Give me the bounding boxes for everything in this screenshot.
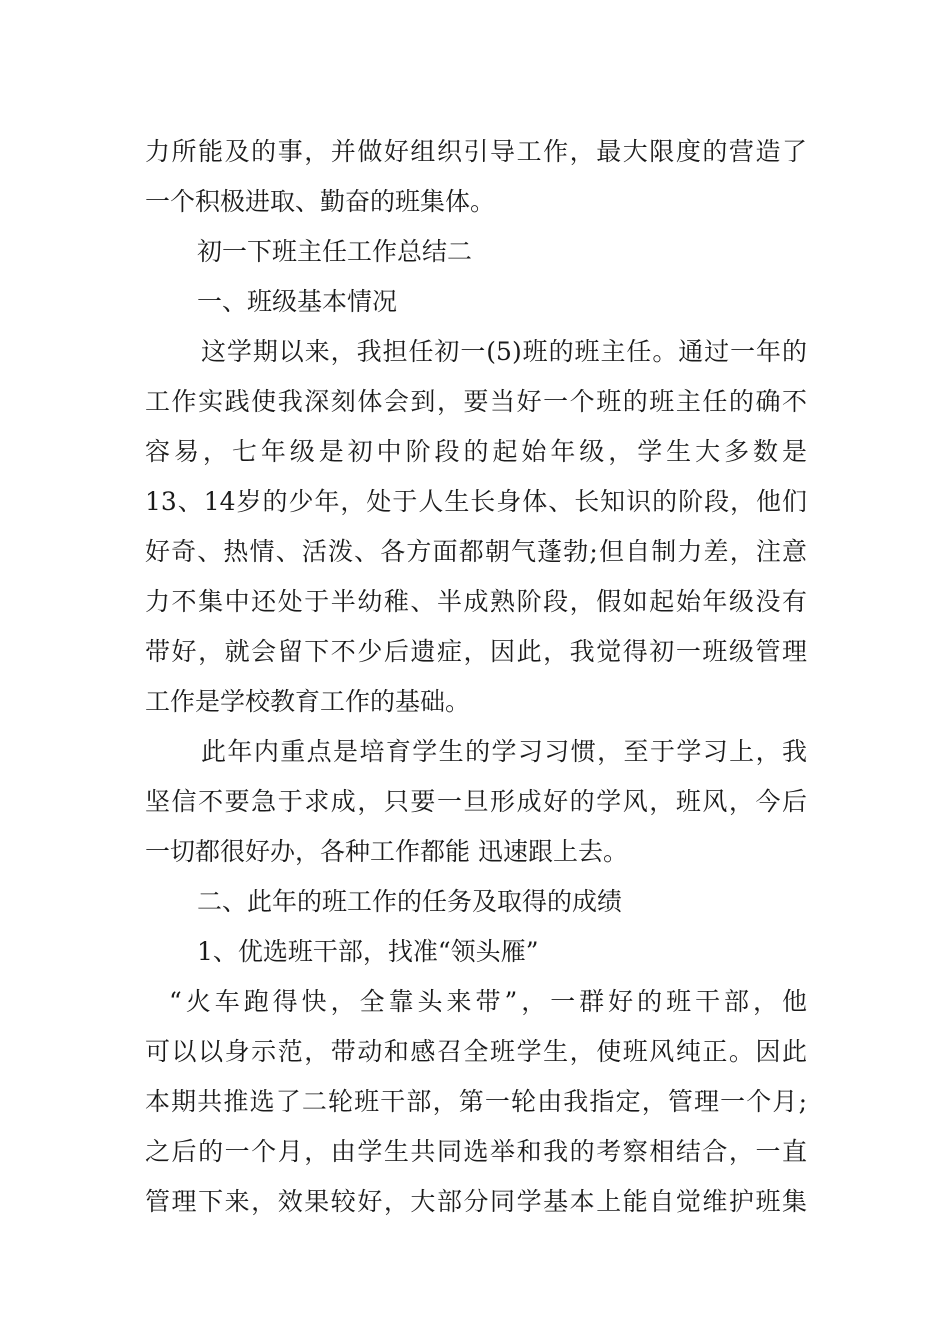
- section-title: 初一下班主任工作总结二: [197, 237, 473, 266]
- text-line: 好奇、热情、活泼、各方面都朝气蓬勃;但自制力差，注意: [145, 537, 807, 566]
- text-line: 工作实践使我深刻体会到，要当好一个班的班主任的确不: [145, 387, 807, 416]
- text-line: 力不集中还处于半幼稚、半成熟阶段，假如起始年级没有: [145, 587, 807, 616]
- text-line: 坚信不要急于求成，只要一旦形成好的学风，班风，今后: [145, 787, 807, 816]
- subsection-heading: 1、优选班干部，找准“领头雁”: [197, 937, 539, 966]
- text-line: 一切都很好办，各种工作都能 迅速跟上去。: [145, 837, 628, 866]
- text-line: 工作是学校教育工作的基础。: [145, 687, 471, 716]
- text-line: 此年内重点是培育学生的学习习惯，至于学习上，我: [201, 737, 807, 766]
- text-line: 带好，就会留下不少后遗症，因此，我觉得初一班级管理: [145, 637, 807, 666]
- text-line: 本期共推选了二轮班干部，第一轮由我指定，管理一个月;: [145, 1087, 807, 1116]
- text-line: 之后的一个月，由学生共同选举和我的考察相结合，一直: [145, 1137, 807, 1166]
- text-line: 容易，七年级是初中阶段的起始年级，学生大多数是: [145, 437, 807, 466]
- text-line: 这学期以来，我担任初一(5)班的班主任。通过一年的: [201, 337, 807, 366]
- text-line: 管理下来，效果较好，大部分同学基本上能自觉维护班集: [145, 1187, 807, 1216]
- text-line: 力所能及的事，并做好组织引导工作，最大限度的营造了: [145, 137, 807, 166]
- text-line: “火车跑得快，全靠头来带”，一群好的班干部，他: [169, 987, 807, 1016]
- text-line: 13、14岁的少年，处于人生长身体、长知识的阶段，他们: [145, 487, 807, 516]
- section-heading: 一、班级基本情况: [197, 287, 398, 316]
- section-heading: 二、此年的班工作的任务及取得的成绩: [197, 887, 623, 916]
- document-body: [145, 127, 807, 1227]
- text-line: 一个积极进取、勤奋的班集体。: [145, 187, 496, 216]
- text-line: 可以以身示范，带动和感召全班学生，使班风纯正。因此: [145, 1037, 807, 1066]
